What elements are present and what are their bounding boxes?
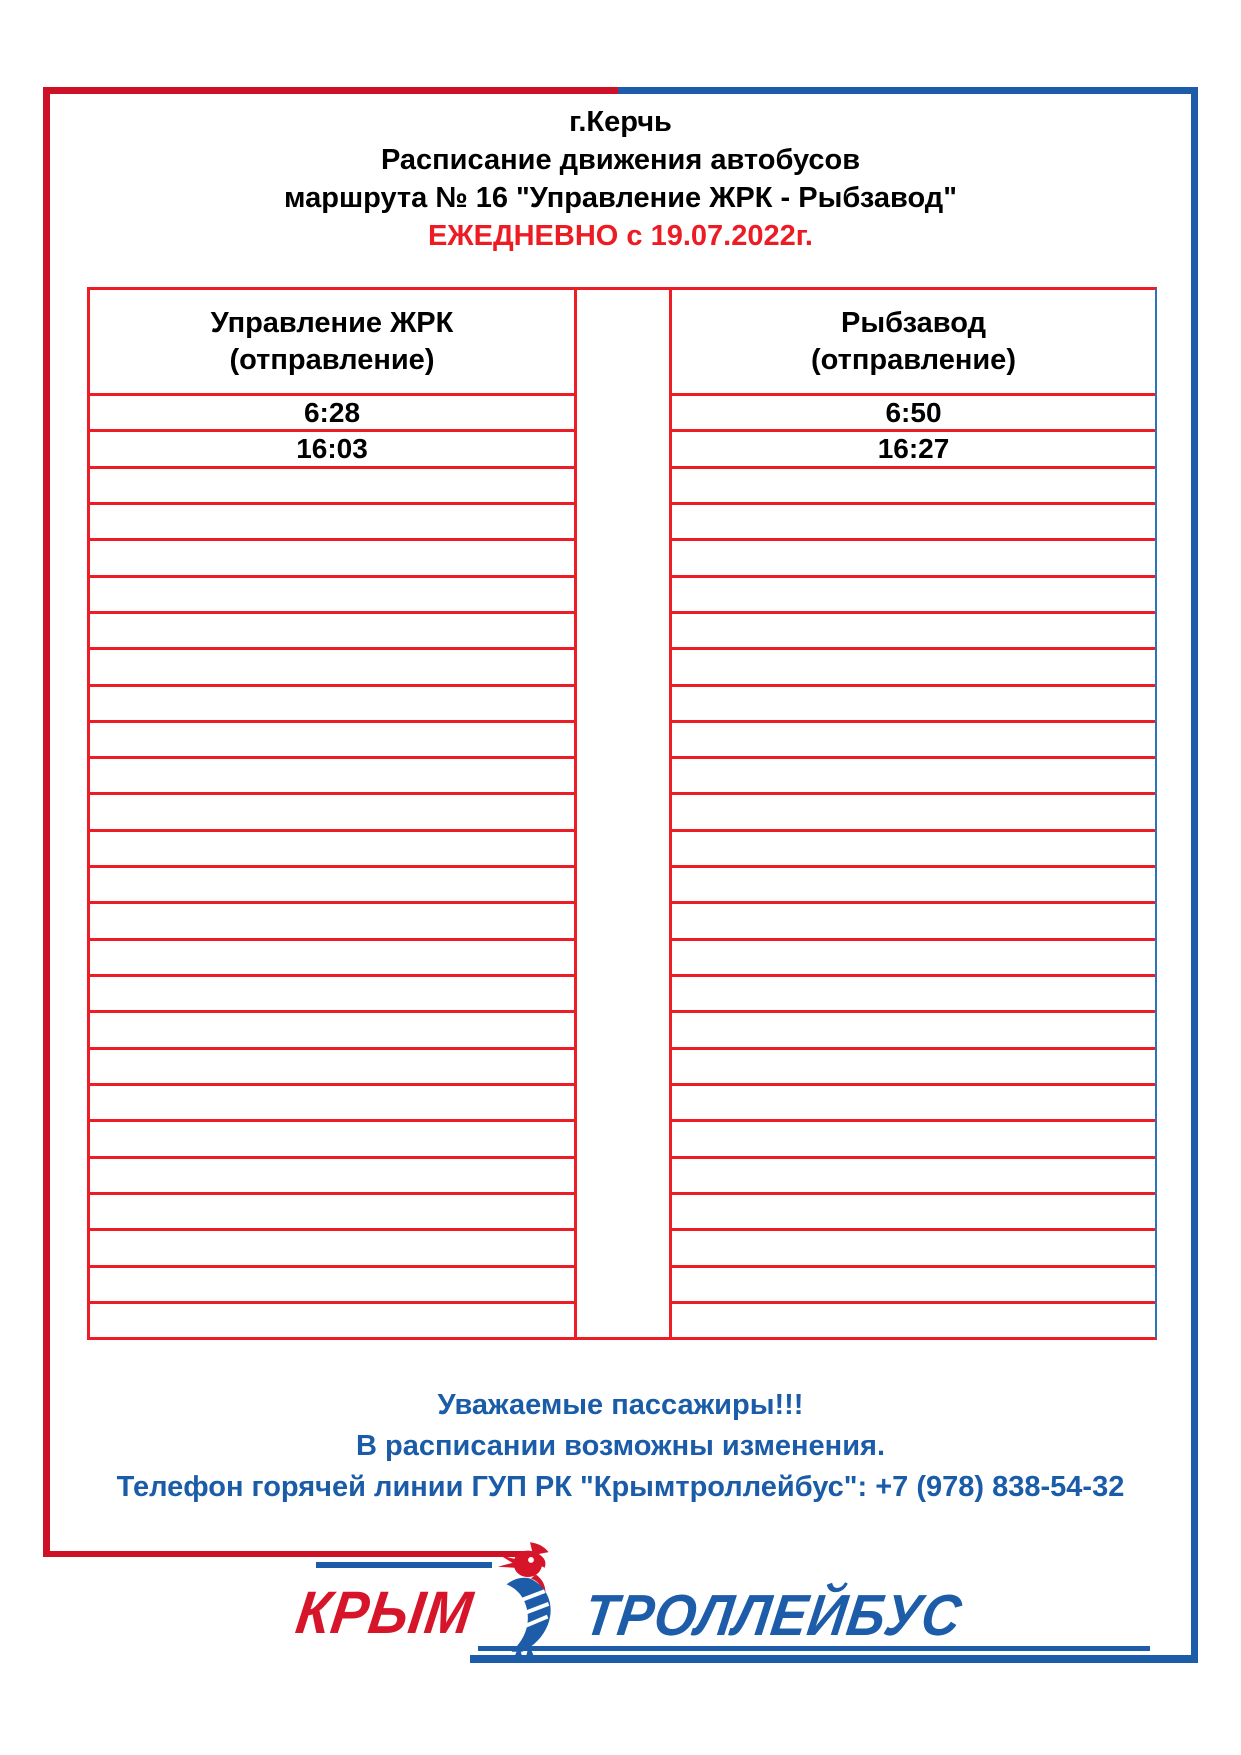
schedule-row-right [672,1195,1155,1231]
column-header-zhrk-title: Управление ЖРК [210,306,454,339]
schedule-row-left [90,759,574,795]
schedule-row-right [672,614,1155,650]
schedule-row-left [90,1231,574,1267]
schedule-row-right [672,1268,1155,1304]
schedule-row-left [90,1122,574,1158]
schedule-row-right [672,578,1155,614]
frame-left-red-border [43,87,50,1557]
schedule-row-right [672,541,1155,577]
column-header-rybzavod-subtitle: (отправление) [811,343,1016,376]
schedule-row-left [90,723,574,759]
schedule-row-right [672,1122,1155,1158]
schedule-row-left [90,832,574,868]
schedule-row-right [672,1231,1155,1267]
schedule-row-right [672,687,1155,723]
frame-top-blue-segment [618,87,1198,94]
daily-effective-date-line: ЕЖЕДНЕВНО с 19.07.2022г. [428,220,813,252]
schedule-table [87,287,1157,1340]
schedule-row-right [672,1159,1155,1195]
schedule-row-left [90,1159,574,1195]
schedule-row-left [90,650,574,686]
schedule-row-left [90,868,574,904]
zhrk-times-list [90,396,574,1337]
schedule-row-right [672,1013,1155,1049]
schedule-row-right [672,832,1155,868]
schedule-row-right [672,868,1155,904]
logo-word-trolleybus: ТРОЛЛЕЙБУС [580,1583,966,1648]
schedule-row-left: 6:28 [90,396,574,432]
schedule-row-left [90,977,574,1013]
schedule-row-left [90,1050,574,1086]
schedule-row-right [672,941,1155,977]
logo-blue-stripe-top [316,1562,492,1568]
notice-line-1: Уважаемые пассажиры!!! [437,1389,804,1421]
schedule-row-left [90,904,574,940]
schedule-row-left [90,1013,574,1049]
table-spacer-column [577,290,672,1337]
schedule-row-left [90,941,574,977]
schedule-row-right [672,795,1155,831]
passenger-notice [50,1385,1191,1508]
column-header-zhrk [90,290,574,396]
logo-word-krym: КРЫМ [292,1579,478,1646]
schedule-row-right: 6:50 [672,396,1155,432]
schedule-row-right [672,723,1155,759]
city-line: г.Керчь [569,106,672,138]
schedule-row-left [90,1195,574,1231]
schedule-row-left [90,1304,574,1337]
notice-line-2: В расписании возможны изменения. [356,1430,885,1462]
column-header-rybzavod-title: Рыбзавод [841,306,986,339]
schedule-row-left [90,505,574,541]
column-header-rybzavod [672,290,1155,396]
rybzavod-times-list [672,396,1155,1337]
griffin-bird-icon [487,1540,575,1658]
schedule-row-right [672,650,1155,686]
route-line: маршрута № 16 "Управление ЖРК - Рыбзавод" [284,182,957,214]
schedule-row-right [672,1050,1155,1086]
frame-right-blue-border [1191,87,1198,1663]
schedule-row-right [672,505,1155,541]
schedule-row-right [672,759,1155,795]
schedule-row-right: 16:27 [672,432,1155,468]
schedule-row-left [90,795,574,831]
schedule-row-right [672,977,1155,1013]
schedule-row-left [90,1268,574,1304]
schedule-row-left [90,469,574,505]
schedule-row-left [90,614,574,650]
frame-top-red-segment [43,87,618,94]
departure-column-rybzavod [672,290,1155,1337]
schedule-row-left [90,687,574,723]
column-header-zhrk-subtitle: (отправление) [229,343,435,376]
schedule-row-right [672,904,1155,940]
departure-column-zhrk [90,290,577,1337]
logo-red-stripe-top [43,1551,530,1557]
schedule-row-left [90,578,574,614]
page-heading [50,103,1191,255]
schedule-row-right [672,469,1155,505]
schedule-row-left [90,541,574,577]
schedule-row-right [672,1086,1155,1122]
schedule-row-right [672,1304,1155,1337]
schedule-row-left: 16:03 [90,432,574,468]
notice-line-3-hotline: Телефон горячей линии ГУП РК "Крымтроллейбус": +7 (978) 838-54-32 [116,1471,1125,1503]
logo-blue-underline-thick [470,1655,1198,1663]
schedule-row-left [90,1086,574,1122]
title-line: Расписание движения автобусов [380,144,861,176]
